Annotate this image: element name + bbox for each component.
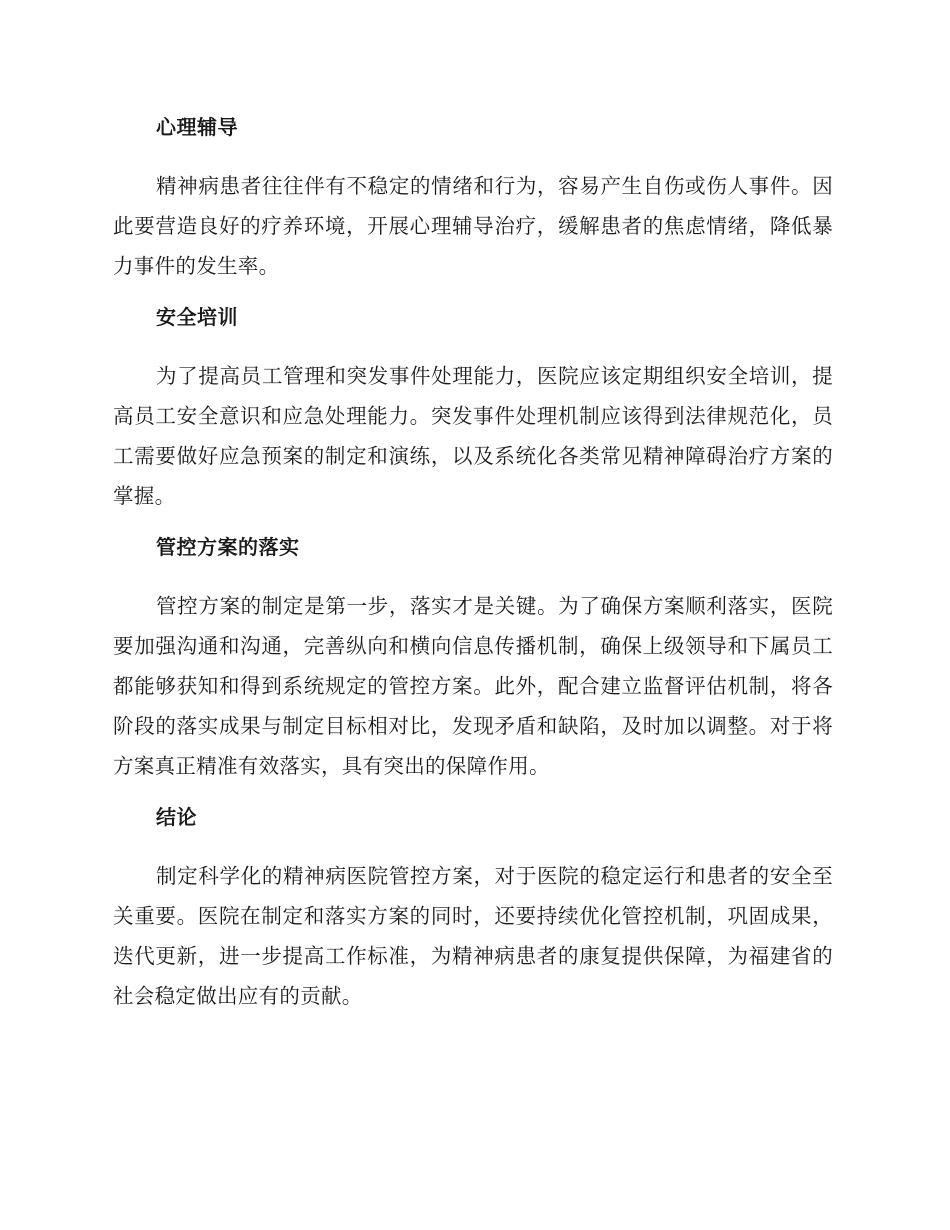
section-paragraph-plan-implementation: 管控方案的制定是第一步，落实才是关键。为了确保方案顺利落实，医院要加强沟通和沟通，完善纵向和横向信息传播机制，确保上级领导和下属员工都能够获知和得到系统规定的管控方案。此外，配合建立监督评估机制，将各阶段的落实成果与制定目标相对比，发现矛盾和缺陷，及时加以调整。对于将方案真正精准有效落实，具有突出的保障作用。 — [113, 594, 833, 778]
section-heading-plan-implementation: 管控方案的落实 — [156, 535, 300, 559]
section-paragraph-safety-training: 为了提高员工管理和突发事件处理能力，医院应该定期组织安全培训，提高员工安全意识和应急处理能力。突发事件处理机制应该得到法律规范化，员工需要做好应急预案的制定和演练，以及系统化各类常见精神障碍治疗方案的掌握。 — [113, 364, 833, 508]
section-paragraph-conclusion: 制定科学化的精神病医院管控方案，对于医院的稳定运行和患者的安全至关重要。医院在制定和落实方案的同时，还要持续优化管控机制，巩固成果，迭代更新，进一步提高工作标准，为精神病患者的康复提供保障，为福建省的社会稳定做出应有的贡献。 — [113, 864, 833, 1008]
section-heading-safety-training: 安全培训 — [156, 305, 238, 329]
section-heading-psychological-counseling: 心理辅导 — [156, 115, 238, 139]
section-paragraph-psychological-counseling: 精神病患者往往伴有不稳定的情绪和行为，容易产生自伤或伤人事件。因此要营造良好的疗养环境，开展心理辅导治疗，缓解患者的焦虑情绪，降低暴力事件的发生率。 — [113, 174, 833, 278]
document-body — [113, 108, 833, 1016]
section-heading-conclusion: 结论 — [156, 805, 197, 829]
